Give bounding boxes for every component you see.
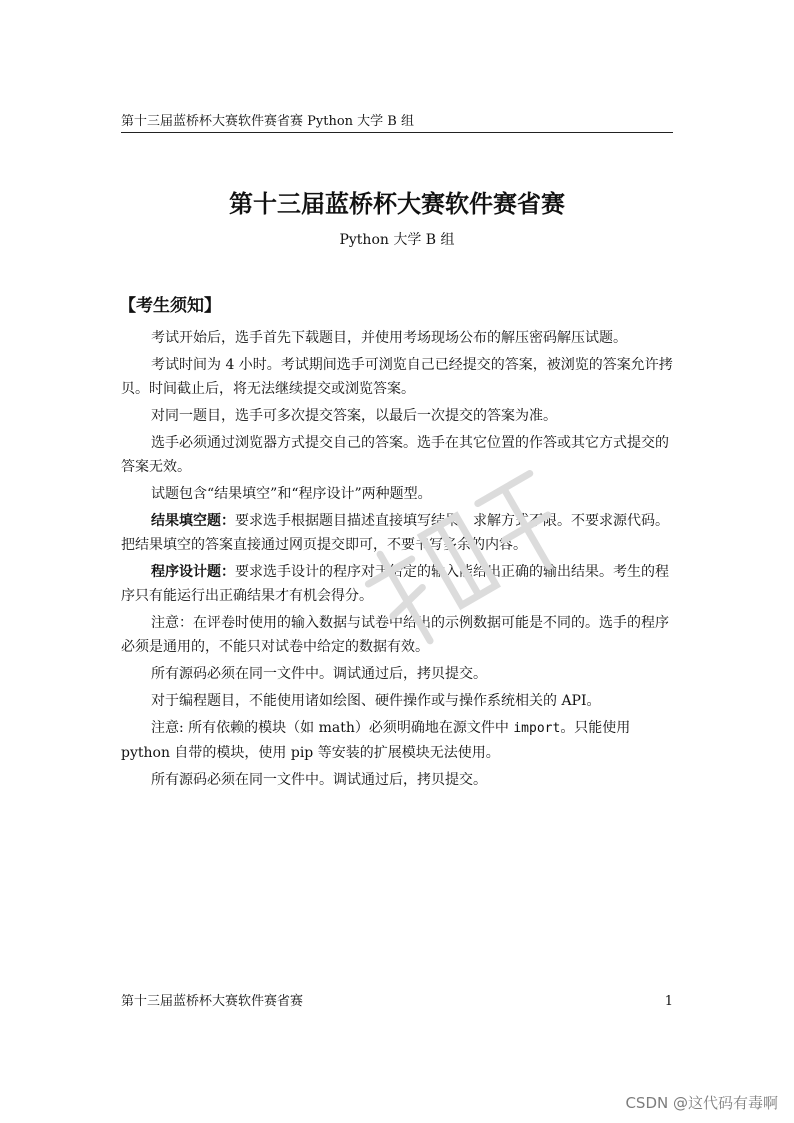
paragraph-module-note-before: 注意: 所有依赖的模块（如 math）必须明确地在源文件中 [151,720,514,736]
section-heading-candidate-notice: 【考生须知】 [119,296,221,316]
document-subtitle: Python 大学 B 组 [339,232,455,248]
paragraph-single-file-repeat: 所有源码必须在同一文件中。调试通过后，拷贝提交。 [151,772,487,788]
paragraph-fill-in-result-text: 要求选手根据题目描述直接填写结果。求解方式不限。不要求源代码。把结果填空的答案直接通过网页提交即可，不要书写多余的内容。 [121,513,669,553]
running-header: 第十三届蓝桥杯大赛软件赛省赛 Python 大学 B 组 [121,114,414,129]
paragraph-exam-time: 考试时间为 4 小时。考试期间选手可浏览自己已经提交的答案，被浏览的答案允许拷贝。时间截止后，将无法继续提交或浏览答案。 [121,357,673,397]
paragraph-question-types: 试题包含“结果填空”和“程序设计”两种题型。 [151,486,432,502]
term-programming: 程序设计题： [151,564,235,580]
csdn-attribution-watermark: CSDN @这代码有毒啊 [625,1094,778,1112]
term-fill-in-result: 结果填空题： [151,513,235,529]
document-title: 第十三届蓝桥杯大赛软件赛省赛 [229,190,565,218]
paragraph-fill-in-result [121,509,675,557]
paragraph-multiple-submit: 对同一题目，选手可多次提交答案，以最后一次提交的答案为准。 [151,408,557,424]
paragraph-download: 考试开始后，选手首先下载题目，并使用考场现场公布的解压密码解压试题。 [151,330,627,346]
paragraph-api-restriction: 对于编程题目，不能使用诸如绘图、硬件操作或与操作系统相关的 API。 [151,693,601,709]
paragraph-module-note [121,716,675,765]
paragraph-single-file: 所有源码必须在同一文件中。调试通过后，拷贝提交。 [151,666,487,682]
notice-body [121,326,675,795]
running-footer: 第十三届蓝桥杯大赛软件赛省赛 [121,994,304,1009]
paragraph-input-data-note: 注意：在评卷时使用的输入数据与试卷中给出的示例数据可能是不同的。选手的程序必须是通用的，不能只对试卷中给定的数据有效。 [121,615,669,655]
page-number: 1 [664,994,673,1009]
paragraph-programming-text: 要求选手设计的程序对于给定的输入能给出正确的输出结果。考生的程序只有能运行出正确结果才有机会得分。 [121,564,669,604]
inline-code-import: import [513,721,561,736]
paragraph-module-note-after: 。只能使用 python 自带的模块，使用 pip 等安装的扩展模块无法使用。 [121,720,631,761]
paragraph-browser-submit: 选手必须通过浏览器方式提交自己的答案。选手在其它位置的作答或其它方式提交的答案无效。 [121,435,669,475]
header-divider [121,132,673,133]
paragraph-programming [121,560,675,608]
